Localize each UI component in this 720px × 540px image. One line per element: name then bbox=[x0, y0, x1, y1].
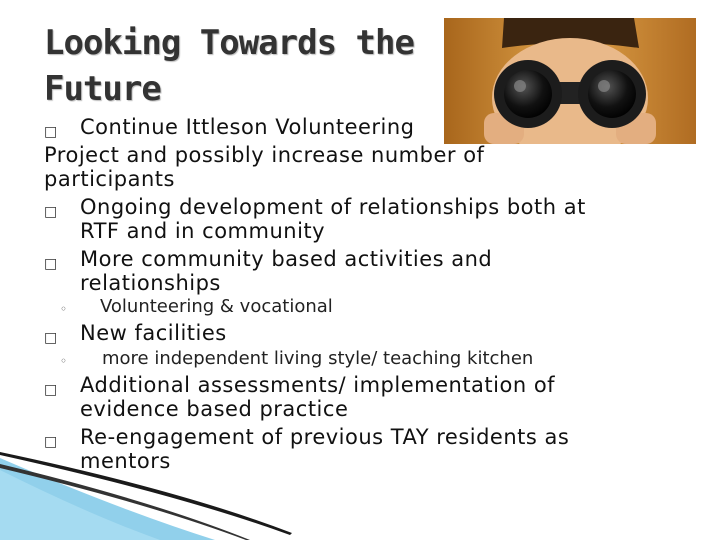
checkbox-bullet-icon: □ bbox=[44, 204, 58, 220]
bullet-6-line-2: mentors bbox=[80, 449, 171, 473]
bullet-1-line-2: Project and possibly increase number of bbox=[44, 143, 485, 167]
bullet-5-line-1: Additional assessments/ implementation of bbox=[80, 373, 556, 397]
bullet-3-sub: Volunteering & vocational bbox=[100, 296, 333, 317]
sub-bullet-icon: ◦ bbox=[60, 302, 68, 316]
checkbox-bullet-icon: □ bbox=[44, 382, 58, 398]
bullet-3-line-2: relationships bbox=[80, 271, 221, 295]
bullet-4-sub: more independent living style/ teaching kitchen bbox=[102, 348, 534, 369]
checkbox-bullet-icon: □ bbox=[44, 256, 58, 272]
bullet-3-line-1: More community based activities and bbox=[80, 247, 493, 271]
binoculars-photo bbox=[444, 18, 696, 144]
bullet-2-line-1: Ongoing development of relationships both at bbox=[80, 195, 586, 219]
bullet-6-line-1: Re-engagement of previous TAY residents as bbox=[80, 425, 570, 449]
bullet-1-line-1: Continue Ittleson Volunteering bbox=[80, 115, 415, 139]
checkbox-bullet-icon: □ bbox=[44, 330, 58, 346]
bullet-1-line-3: participants bbox=[44, 167, 175, 191]
bullet-2-line-2: RTF and in community bbox=[80, 219, 326, 243]
bullet-5-line-2: evidence based practice bbox=[80, 397, 349, 421]
decorative-swoosh bbox=[0, 440, 720, 540]
slide-title bbox=[44, 20, 414, 112]
bullet-4-line-1: New facilities bbox=[80, 321, 227, 345]
checkbox-bullet-icon: □ bbox=[44, 124, 58, 140]
checkbox-bullet-icon: □ bbox=[44, 434, 58, 450]
title-line-2: Future bbox=[44, 69, 161, 109]
title-line-1: Looking Towards the bbox=[44, 23, 414, 63]
sub-bullet-icon: ◦ bbox=[60, 354, 68, 368]
